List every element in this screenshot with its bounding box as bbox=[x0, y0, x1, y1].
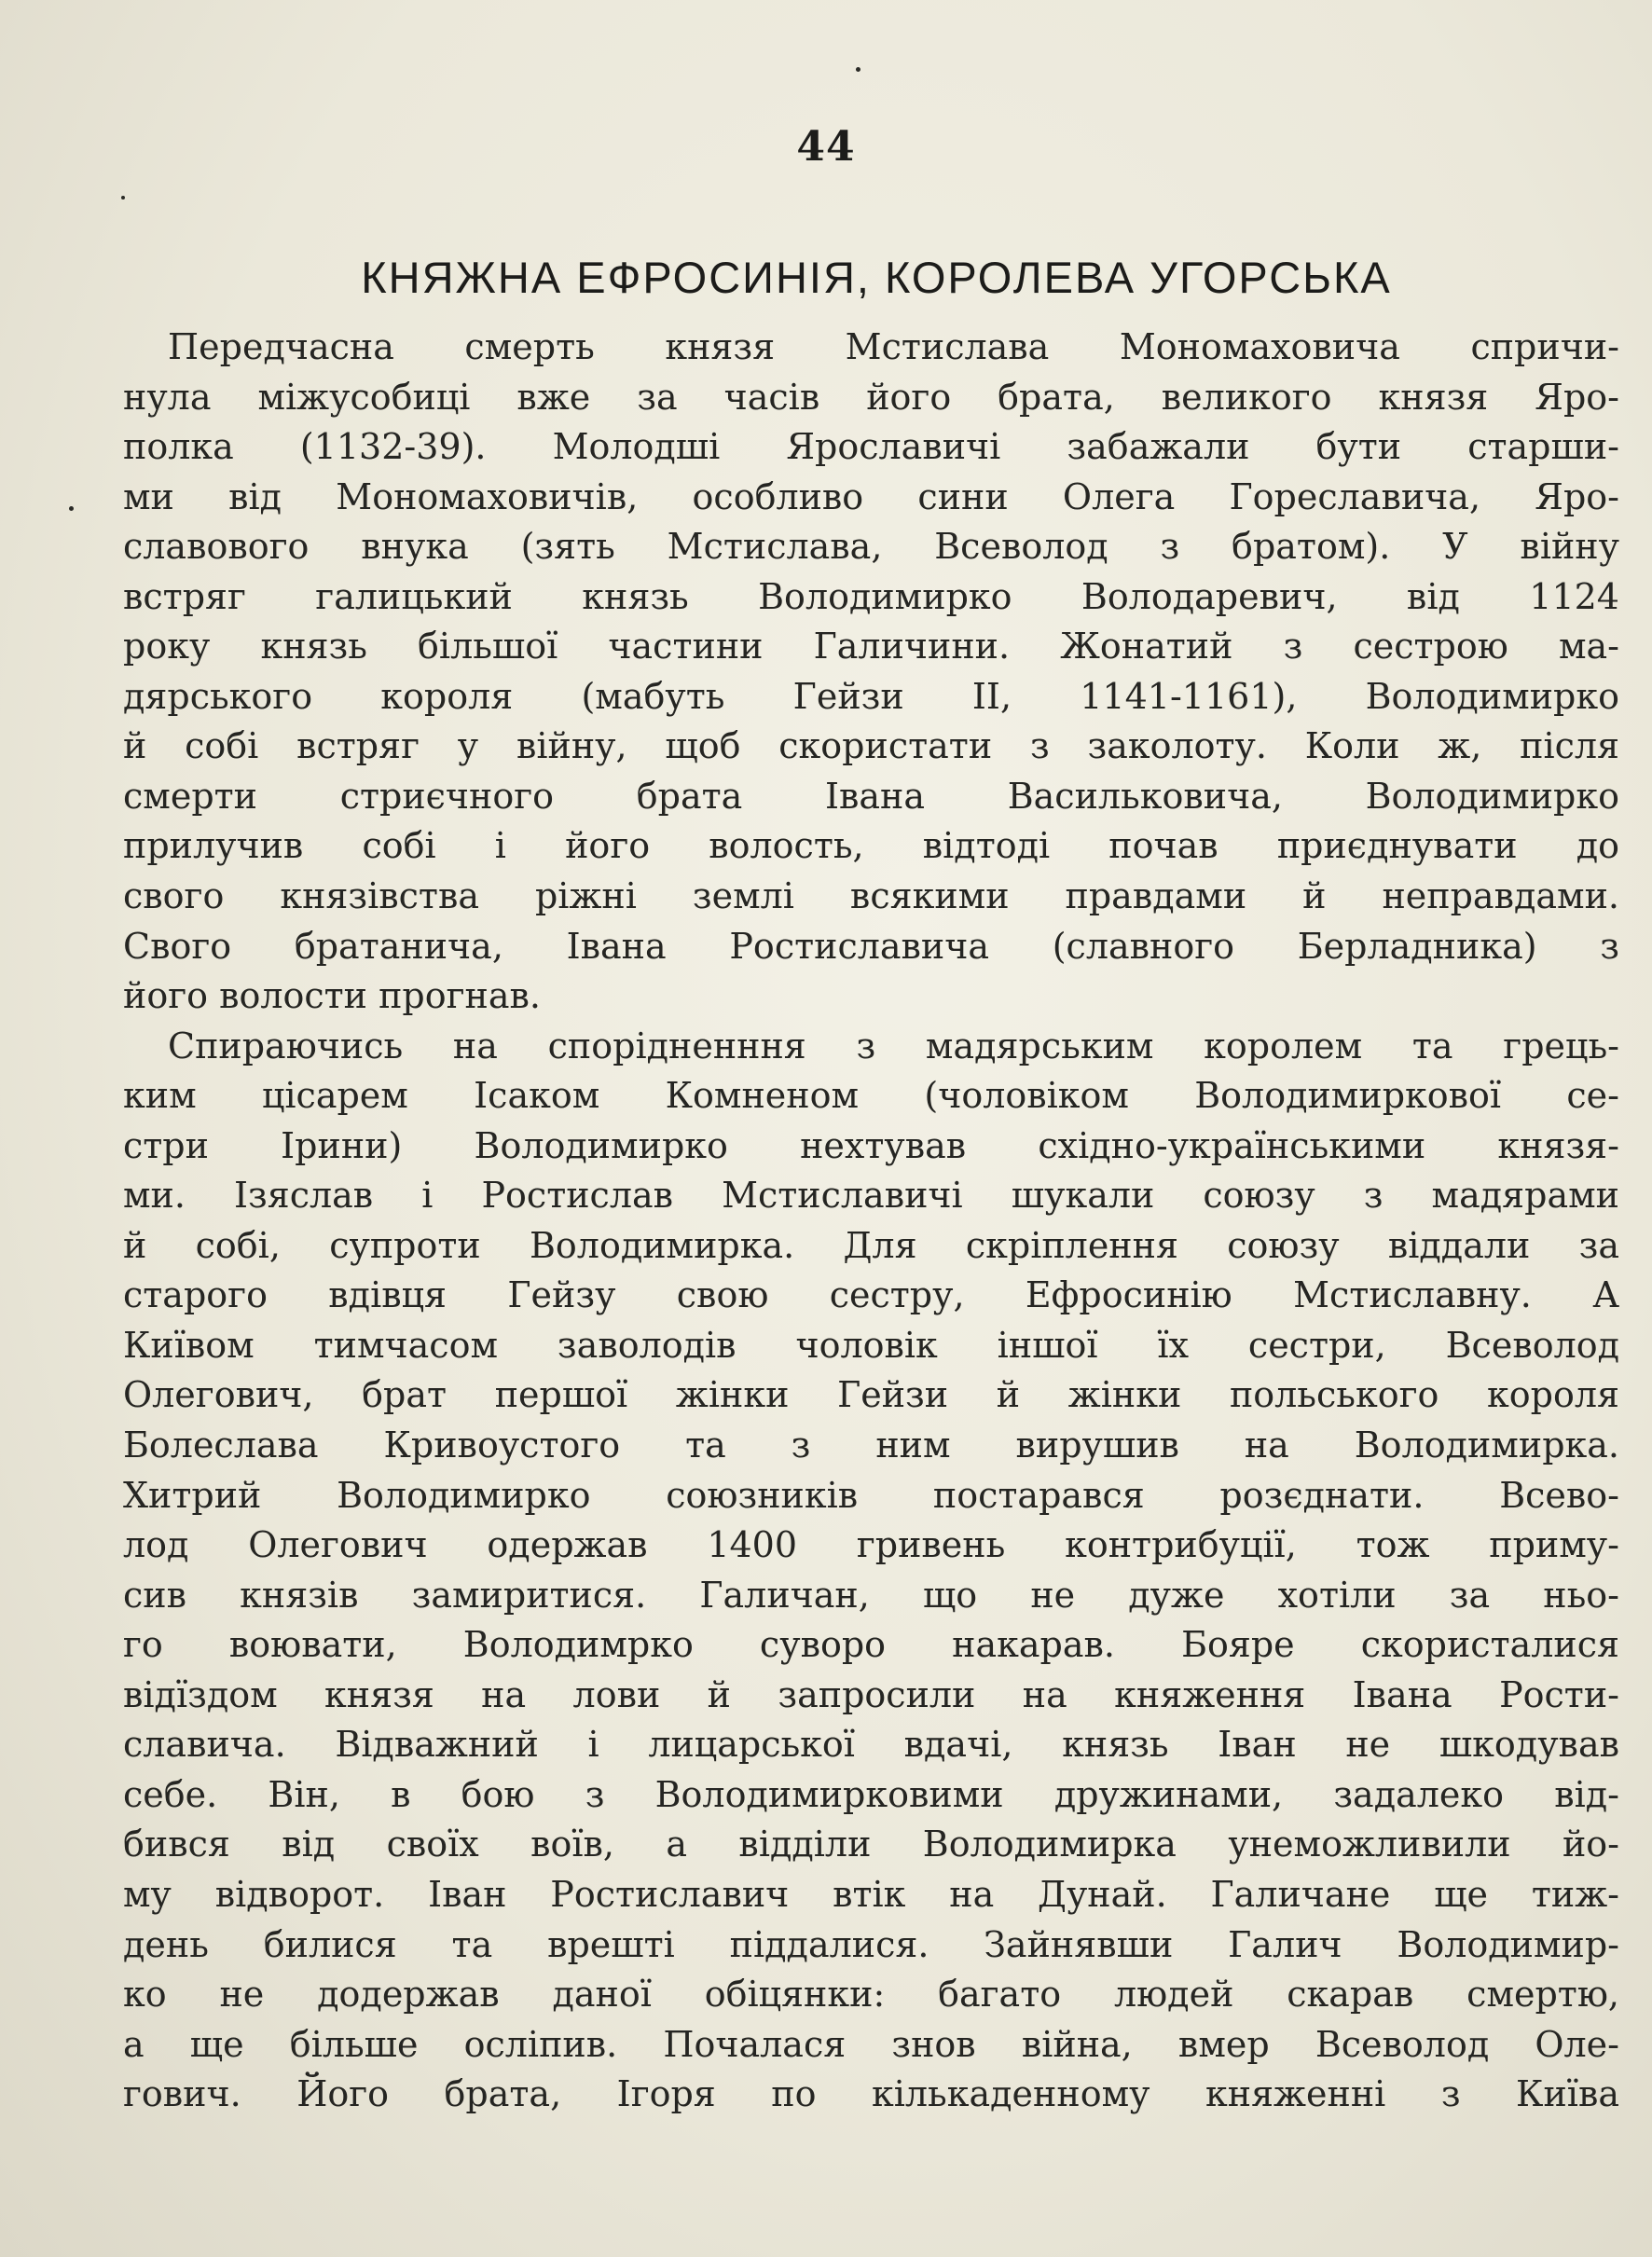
print-speck bbox=[69, 506, 74, 511]
text-line: бився від своїх воїв, а відділи Володимирка унеможливили йо- bbox=[123, 1823, 1619, 1865]
text-line: свого князівства ріжні землі всякими правдами й неправдами. bbox=[123, 875, 1619, 917]
text-line: стри Ірини) Володимирко нехтував східно-українськими князя- bbox=[123, 1124, 1619, 1166]
text-line: смерти стриєчного брата Івана Васильковича, Володимирко bbox=[123, 775, 1619, 817]
text-line: Олегович, брат першої жінки Гейзи й жінки польського короля bbox=[123, 1374, 1619, 1416]
text-line: ким цісарем Ісаком Комненом (чоловіком Володимиркової се- bbox=[123, 1075, 1619, 1117]
page-number: 44 bbox=[796, 123, 856, 171]
text-line: гович. Його брата, Ігоря по кількаденному княженні з Київа bbox=[123, 2073, 1619, 2115]
text-line: нула міжусобиці вже за часів його брата, великого князя Яро- bbox=[123, 376, 1619, 418]
text-line: встряг галицький князь Володимирко Володаревич, від 1124 bbox=[123, 575, 1619, 617]
text-line: а ще більше осліпив. Почалася знов війна, вмер Всеволод Оле- bbox=[123, 2023, 1619, 2065]
text-line: Передчасна смерть князя Мстислава Мономаховича спричи- bbox=[168, 326, 1619, 367]
print-speck bbox=[121, 196, 125, 200]
text-line: його волости прогнав. bbox=[123, 975, 541, 1017]
text-line: себе. Він, в бою з Володимирковими дружинами, задалеко від- bbox=[123, 1773, 1619, 1815]
text-line: Свого братанича, Івана Ростиславича (славного Берладника) з bbox=[123, 925, 1619, 967]
text-line: відїздом князя на лови й запросили на княження Івана Рости- bbox=[123, 1673, 1619, 1715]
text-line: Хитрий Володимирко союзників постарався розєднати. Всево- bbox=[123, 1474, 1619, 1516]
text-line: дярського короля (мабуть Гейзи ІІ, 1141-1161), Володимирко bbox=[123, 675, 1619, 717]
text-line: полка (1132-39). Молодші Ярославичі забажали бути старши- bbox=[123, 426, 1619, 468]
text-line: прилучив собі і його волость, відтоді почав приєднувати до bbox=[123, 825, 1619, 867]
text-line: славича. Відважний і лицарської вдачі, князь Іван не шкодував bbox=[123, 1724, 1619, 1766]
text-line: й собі, супроти Володимирка. Для скріплення союзу віддали за bbox=[123, 1224, 1619, 1266]
text-line: й собі встряг у війну, щоб скористати з заколоту. Коли ж, після bbox=[123, 725, 1619, 767]
text-line: му відворот. Іван Ростиславич втік на Дунай. Галичане ще тиж- bbox=[123, 1873, 1619, 1915]
body-text bbox=[123, 323, 1619, 2120]
text-line: Київом тимчасом заволодів чоловік іншої їх сестри, Всеволод bbox=[123, 1324, 1619, 1366]
text-line: лод Олегович одержав 1400 гривень контрибуції, тож приму- bbox=[123, 1524, 1619, 1566]
text-line: ко не додержав даної обіцянки: багато людей скарав смертю, bbox=[123, 1974, 1619, 2016]
text-line: день билися та врешті піддалися. Зайнявши Галич Володимир- bbox=[123, 1923, 1619, 1965]
text-line: сив князів замиритися. Галичан, що не дуже хотіли за ньо- bbox=[123, 1574, 1619, 1616]
text-line: Спираючись на спорідненння з мадярським королем та грець- bbox=[168, 1025, 1619, 1067]
text-line: славового внука (зять Мстислава, Всеволод з братом). У війну bbox=[123, 526, 1619, 568]
text-line: старого вдівця Гейзу свою сестру, Ефросинію Мстиславну. А bbox=[123, 1274, 1619, 1316]
chapter-title: КНЯЖНА ЕФРОСИНІЯ, КОРОЛЕВА УГОРСЬКА bbox=[361, 253, 1392, 302]
text-line: ми від Мономаховичів, особливо сини Олега Гореславича, Яро- bbox=[123, 475, 1619, 517]
text-line: Болеслава Кривоустого та з ним вирушив на Володимирка. bbox=[123, 1424, 1619, 1466]
text-line: ми. Ізяслав і Ростислав Мстиславичі шукали союзу з мадярами bbox=[123, 1175, 1619, 1217]
print-speck bbox=[856, 67, 860, 72]
text-line: го воювати, Володимрко суворо накарав. Бояре скористалися bbox=[123, 1624, 1619, 1666]
text-line: року князь більшої частини Галичини. Жонатий з сестрою ма- bbox=[123, 626, 1619, 667]
